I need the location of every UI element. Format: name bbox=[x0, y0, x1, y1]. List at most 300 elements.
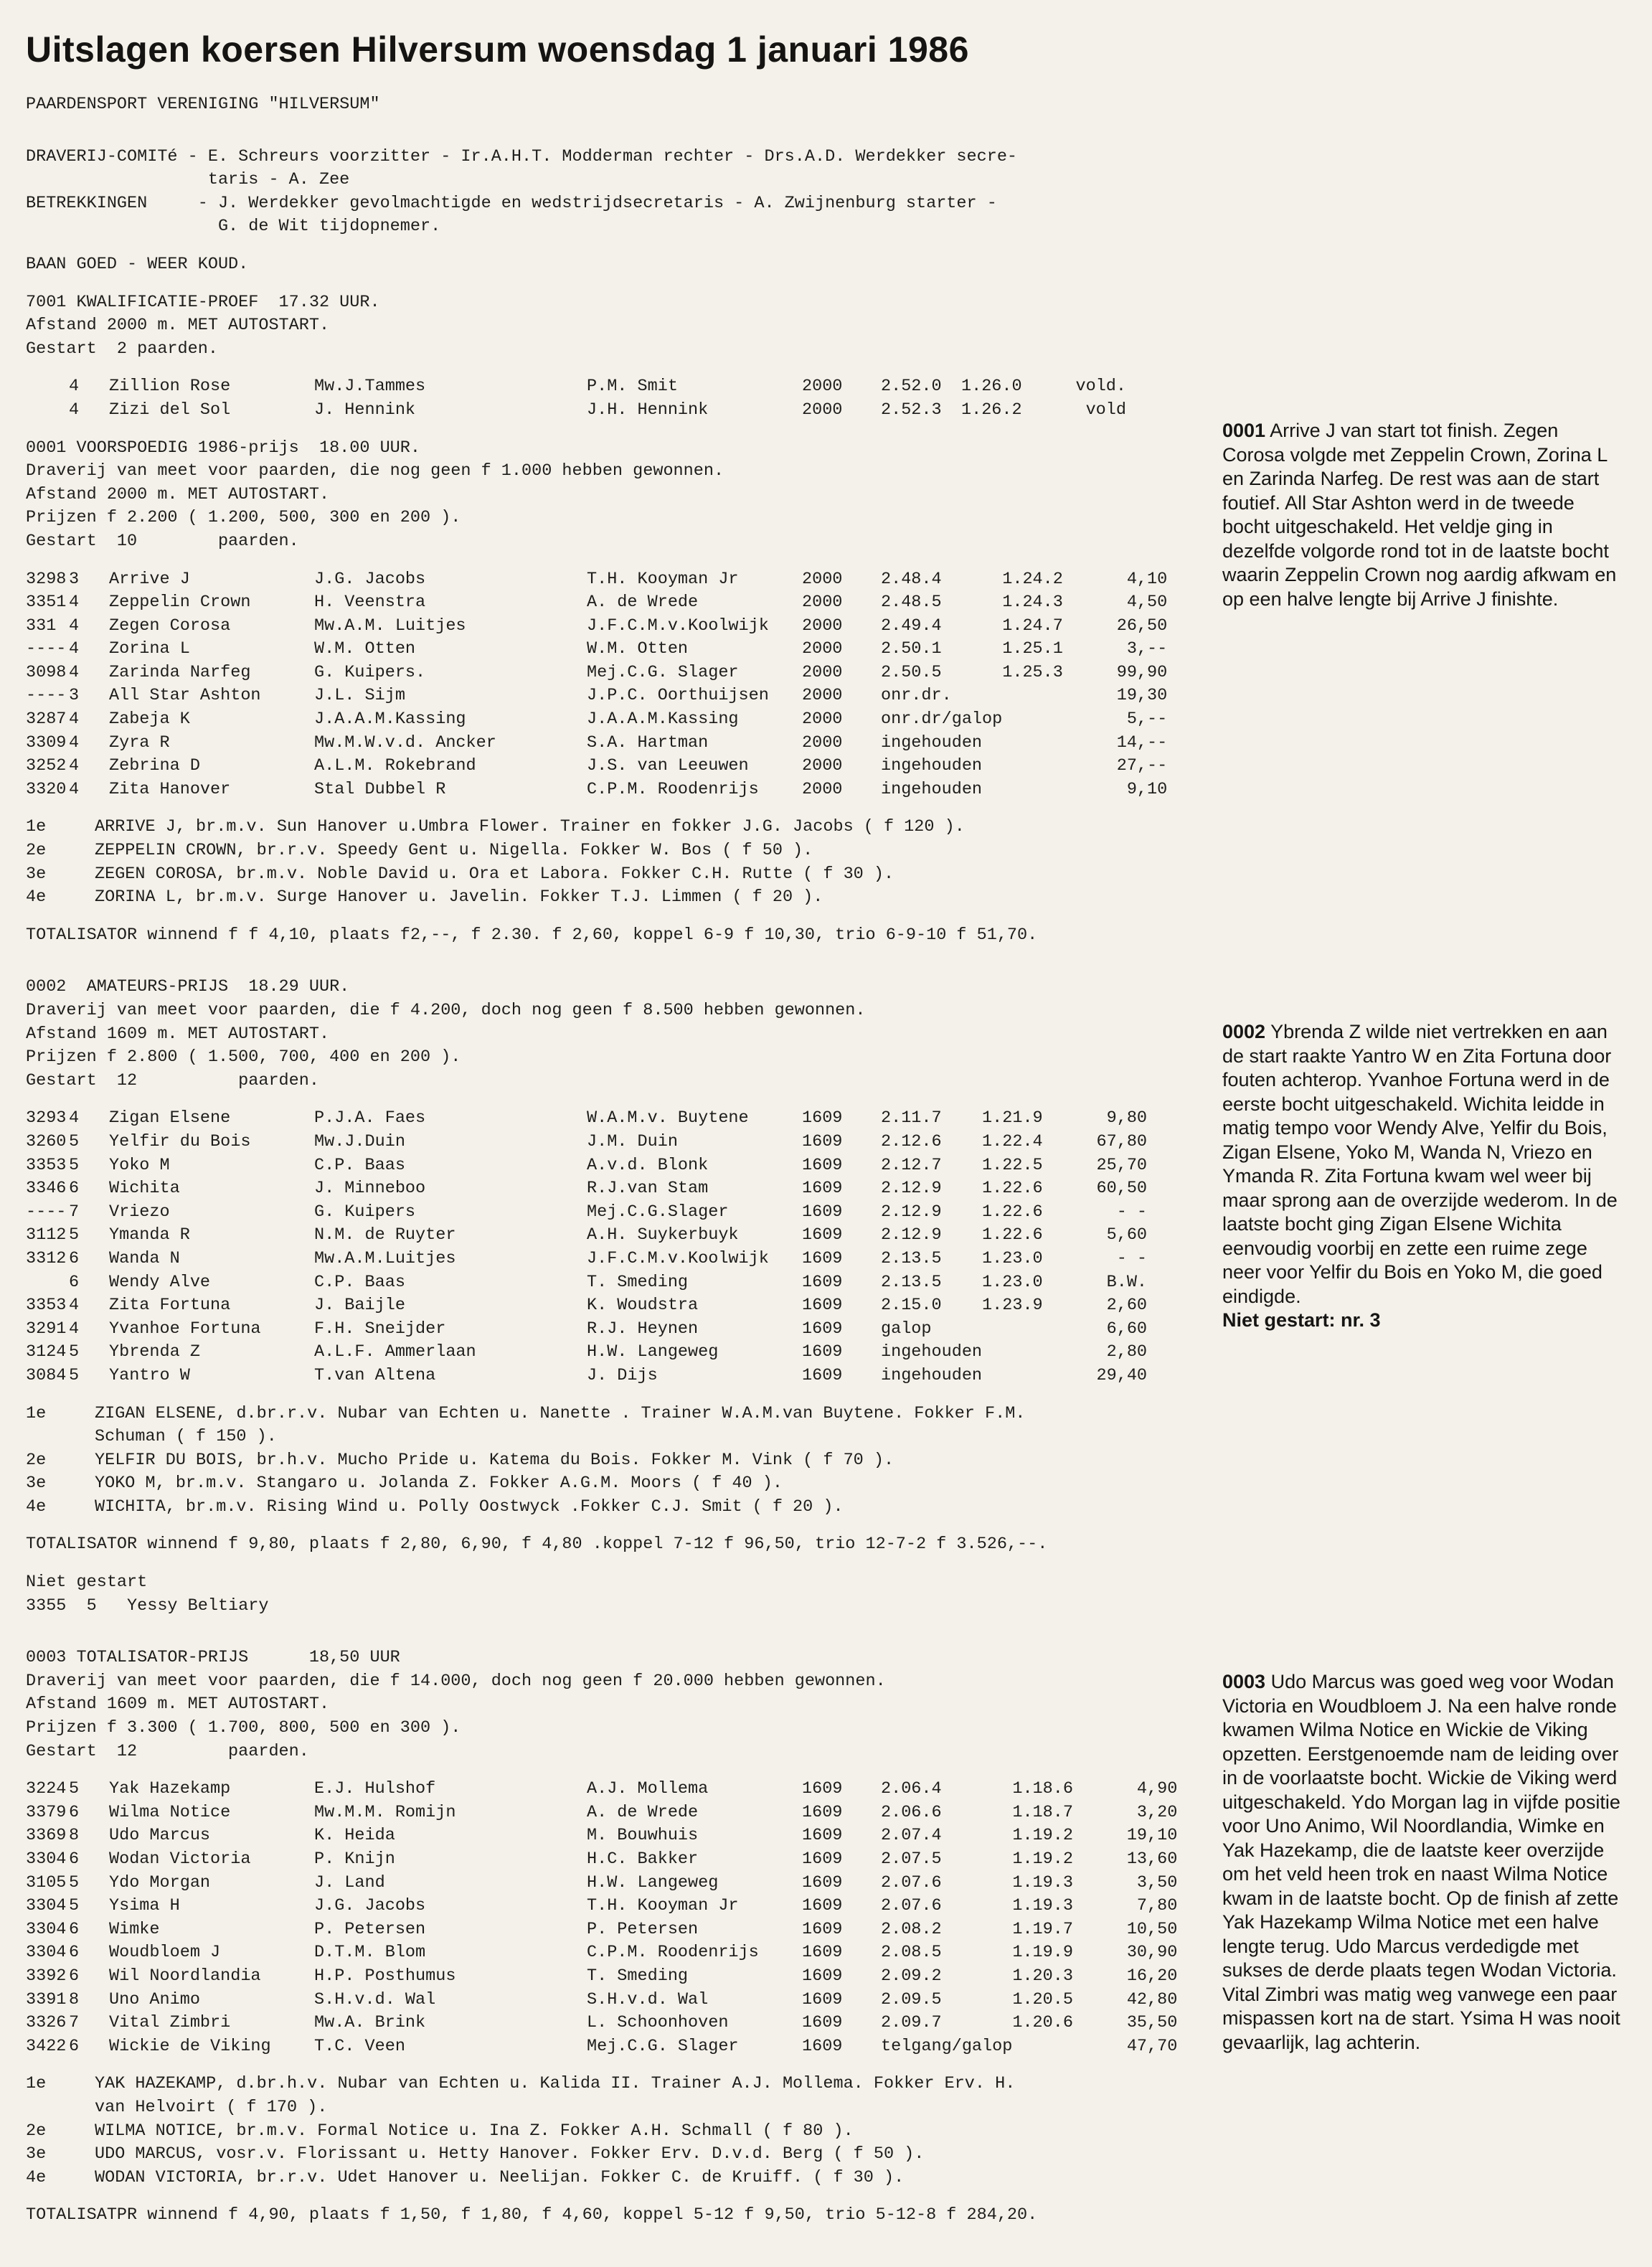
entry-number: 3291 bbox=[26, 1319, 67, 1339]
km-time bbox=[982, 1341, 1075, 1365]
race-time: ingehouden bbox=[881, 732, 983, 753]
distance: 2000 bbox=[802, 377, 843, 397]
placing-text: WODAN VICTORIA, br.r.v. Udet Hanover u. Neelijan. Fokker C. de Kruiff. ( f 30 ). bbox=[95, 2167, 905, 2187]
table-row bbox=[26, 399, 1126, 423]
table-row bbox=[26, 1824, 1177, 1848]
table-row bbox=[26, 1941, 1177, 1965]
placing-line bbox=[26, 1496, 1188, 1519]
race-heading: 0002 AMATEURS-PRIJS 18.29 UUR. bbox=[26, 977, 350, 997]
race-time: 2.06.4 bbox=[881, 1779, 942, 1799]
odds: 42,80 bbox=[1126, 1989, 1178, 2009]
odds: 27,-- bbox=[1116, 756, 1168, 776]
driver: J. Dijs bbox=[587, 1365, 658, 1385]
results-table bbox=[26, 375, 1126, 422]
table-row bbox=[26, 1294, 1147, 1318]
table-row bbox=[26, 375, 1126, 399]
km-time: 1.25.3 bbox=[1002, 662, 1063, 682]
placing-rank: 1e bbox=[26, 1403, 47, 1423]
odds: 35,50 bbox=[1126, 2013, 1178, 2033]
table-row bbox=[26, 1131, 1147, 1154]
horse-age: 4 bbox=[69, 616, 80, 636]
horse-name: Vriezo bbox=[109, 1202, 170, 1222]
driver: J.F.C.M.v.Koolwijk bbox=[587, 616, 769, 636]
race-time: 2.52.3 bbox=[881, 400, 942, 420]
km-time: 1.18.7 bbox=[1012, 1802, 1073, 1822]
owner: J. Hennink bbox=[314, 400, 416, 420]
race-heading: 0003 TOTALISATOR-PRIJS 18,50 UUR bbox=[26, 1648, 400, 1668]
table-row bbox=[26, 1872, 1177, 1895]
totalisator-line: TOTALISATOR winnend f 9,80, plaats f 2,80, 6,90, f 4,80 .koppel 7-12 f 96,50, trio 12-7-2 f 3.526,--. bbox=[26, 1535, 1048, 1555]
table-row bbox=[26, 1918, 1177, 1942]
horse-age: 6 bbox=[69, 1919, 80, 1939]
table-row bbox=[26, 1895, 1177, 1918]
horse-name: Wichita bbox=[109, 1179, 180, 1199]
horse-name: Zabeja K bbox=[109, 710, 190, 730]
comite-line: taris - A. Zee bbox=[26, 170, 350, 190]
owner: Stal Dubbel R bbox=[314, 779, 446, 799]
placing-text: YOKO M, br.m.v. Stangaro u. Jolanda Z. Fokker A.G.M. Moors ( f 40 ). bbox=[95, 1474, 783, 1494]
odds: vold bbox=[1085, 400, 1126, 420]
race-time: 2.08.5 bbox=[881, 1943, 942, 1963]
table-row bbox=[26, 1989, 1177, 2012]
odds: vold. bbox=[1075, 377, 1126, 397]
km-time bbox=[1002, 732, 1095, 755]
distance: 2000 bbox=[802, 756, 843, 776]
horse-age: 5 bbox=[69, 1365, 80, 1385]
km-time: 1.20.5 bbox=[1012, 1989, 1073, 2009]
race-time: 2.48.5 bbox=[881, 593, 942, 613]
km-time: 1.25.1 bbox=[1002, 639, 1063, 659]
race-time: 2.13.5 bbox=[881, 1272, 942, 1292]
km-time bbox=[1002, 778, 1095, 802]
km-time: 1.22.4 bbox=[982, 1131, 1043, 1151]
horse-name: Wilma Notice bbox=[109, 1802, 231, 1822]
horse-age: 5 bbox=[69, 1896, 80, 1916]
odds: 19,30 bbox=[1116, 686, 1168, 706]
race-time: telgang/galop bbox=[881, 2036, 1013, 2056]
owner: J.G. Jacobs bbox=[314, 569, 426, 589]
entry-number: 3287 bbox=[26, 710, 67, 730]
odds: 4,50 bbox=[1126, 593, 1168, 613]
horse-age: 4 bbox=[69, 639, 80, 659]
placings bbox=[26, 1403, 1188, 1519]
entry-number: 3422 bbox=[26, 2036, 67, 2056]
entry-number: 3260 bbox=[26, 1131, 67, 1151]
owner: J.A.A.M.Kassing bbox=[314, 710, 466, 730]
km-time bbox=[1002, 755, 1095, 778]
entry-number: 3224 bbox=[26, 1779, 67, 1799]
driver: P. Petersen bbox=[587, 1919, 699, 1939]
table-row bbox=[26, 1201, 1147, 1225]
horse-age: 8 bbox=[69, 1989, 80, 2009]
distance: 1609 bbox=[802, 1179, 843, 1199]
driver: S.A. Hartman bbox=[587, 732, 709, 753]
totalisator-line: TOTALISATPR winnend f 4,90, plaats f 1,50, f 1,80, f 4,60, koppel 5-12 f 9,50, trio 5-12-8 f 284,20. bbox=[26, 2205, 1038, 2225]
table-row bbox=[26, 1365, 1147, 1388]
km-time: 1.24.2 bbox=[1002, 569, 1063, 589]
distance: 1609 bbox=[802, 1248, 843, 1268]
race-time: 2.12.7 bbox=[881, 1155, 942, 1175]
km-time bbox=[982, 1318, 1075, 1342]
distance: 2000 bbox=[802, 593, 843, 613]
horse-name: Wendy Alve bbox=[109, 1272, 211, 1292]
horse-name: Yelfir du Bois bbox=[109, 1131, 251, 1151]
distance: 1609 bbox=[802, 1272, 843, 1292]
horse-age: 6 bbox=[69, 1248, 80, 1268]
placing-text: YELFIR DU BOIS, br.h.v. Mucho Pride u. Katema du Bois. Fokker M. Vink ( f 70 ). bbox=[95, 1450, 895, 1470]
race-heading: 7001 KWALIFICATIE-PROEF 17.32 UUR. bbox=[26, 292, 380, 312]
horse-name: Wodan Victoria bbox=[109, 1849, 251, 1869]
driver: M. Bouwhuis bbox=[587, 1826, 699, 1846]
entry-number: 3309 bbox=[26, 732, 67, 753]
race-time: 2.12.6 bbox=[881, 1131, 942, 1151]
owner: P. Knijn bbox=[314, 1849, 395, 1869]
distance: 1609 bbox=[802, 1919, 843, 1939]
race-time: 2.12.9 bbox=[881, 1179, 942, 1199]
odds: 5,-- bbox=[1126, 710, 1168, 730]
entry-number: ---- bbox=[26, 686, 67, 706]
race-time: 2.50.1 bbox=[881, 639, 942, 659]
race-time: 2.06.6 bbox=[881, 1802, 942, 1822]
driver: J.P.C. Oorthuijsen bbox=[587, 686, 769, 706]
driver: A.H. Suykerbuyk bbox=[587, 1225, 739, 1245]
odds: 30,90 bbox=[1126, 1943, 1178, 1963]
placing-line bbox=[26, 2120, 1188, 2144]
driver: J.H. Hennink bbox=[587, 400, 709, 420]
race-time: ingehouden bbox=[881, 1342, 983, 1362]
horse-name: All Star Ashton bbox=[109, 686, 261, 706]
horse-name: Zorina L bbox=[109, 639, 190, 659]
km-time: 1.22.6 bbox=[982, 1202, 1043, 1222]
race-started: Gestart 2 paarden. bbox=[26, 339, 218, 359]
horse-name: Zita Hanover bbox=[109, 779, 231, 799]
table-row bbox=[26, 755, 1167, 778]
placings bbox=[26, 816, 1188, 909]
horse-name: Ybrenda Z bbox=[109, 1342, 200, 1362]
horse-name: Zegen Corosa bbox=[109, 616, 231, 636]
placing-line bbox=[26, 1472, 1188, 1496]
entry-number: 3353 bbox=[26, 1296, 67, 1316]
horse-name: Vital Zimbri bbox=[109, 2013, 231, 2033]
entry-number: 3369 bbox=[26, 1826, 67, 1846]
horse-name: Udo Marcus bbox=[109, 1826, 211, 1846]
odds: 29,40 bbox=[1096, 1365, 1148, 1385]
race-distance: Afstand 2000 m. MET AUTOSTART. bbox=[26, 316, 330, 336]
placing-text: van Helvoirt ( f 170 ). bbox=[95, 2097, 328, 2117]
owner: K. Heida bbox=[314, 1826, 395, 1846]
report-text: Ybrenda Z wilde niet vertrekken en aan de start raakte Yantro W en Zita Fortuna door fouten achterop. Yvanhoe Fortuna werd in de eerste bocht uitgeschakeld. Wichita leidde in matig tempo voor Wendy Alve, Yelfir du Bois, Zigan Elsene, Yoko M, Wanda N, Vriezo en Ymanda R. Zita Fortuna kwam wel weer bij maar sprong aan de overzijde wederom. In de laatste bocht ging Zigan Elsene Wichita eenvoudig voorbij en zette een ruime zege neer voor Yelfir du Bois en Yoko M, die goed eindigde. bbox=[1222, 1021, 1618, 1307]
table-row bbox=[26, 1801, 1177, 1825]
driver: A.J. Mollema bbox=[587, 1779, 709, 1799]
distance: 1609 bbox=[802, 1966, 843, 1986]
driver: H.C. Bakker bbox=[587, 1849, 699, 1869]
placing-text: WILMA NOTICE, br.m.v. Formal Notice u. Ina Z. Fokker A.H. Schmall ( f 80 ). bbox=[95, 2121, 854, 2141]
odds: 10,50 bbox=[1126, 1919, 1178, 1939]
race-time: 2.11.7 bbox=[881, 1108, 942, 1128]
owner: A.L.M. Rokebrand bbox=[314, 756, 476, 776]
owner: G. Kuipers. bbox=[314, 662, 426, 682]
placing-line bbox=[26, 886, 1188, 910]
distance: 2000 bbox=[802, 616, 843, 636]
race-distance: Afstand 1609 m. MET AUTOSTART. bbox=[26, 1024, 330, 1044]
placing-line bbox=[26, 2167, 1188, 2190]
horse-age: 8 bbox=[69, 1826, 80, 1846]
horse-age: 5 bbox=[69, 1225, 80, 1245]
entry-number: 3346 bbox=[26, 1179, 67, 1199]
placing-line bbox=[26, 2143, 1188, 2167]
table-row bbox=[26, 1271, 1147, 1295]
placing-text: ZEGEN COROSA, br.m.v. Noble David u. Ora et Labora. Fokker C.H. Rutte ( f 30 ). bbox=[95, 864, 895, 884]
race-time: 2.07.5 bbox=[881, 1849, 942, 1869]
odds: 99,90 bbox=[1116, 662, 1168, 682]
table-row bbox=[26, 1224, 1147, 1248]
placing-text: ZEPPELIN CROWN, br.r.v. Speedy Gent u. Nigella. Fokker W. Bos ( f 50 ). bbox=[95, 841, 813, 861]
placing-text: YAK HAZEKAMP, d.br.h.v. Nubar van Echten u. Kalida II. Trainer A.J. Mollema. Fokker Erv. H. bbox=[95, 2074, 1016, 2094]
odds: 4,10 bbox=[1126, 569, 1168, 589]
comite-line: DRAVERIJ-COMITé - E. Schreurs voorzitter - Ir.A.H.T. Modderman rechter - Drs.A.D. Werdekker secre- bbox=[26, 146, 1018, 166]
results-column bbox=[26, 93, 1188, 2228]
km-time: 1.20.3 bbox=[1012, 1966, 1073, 1986]
placing-rank: 3e bbox=[26, 1474, 47, 1494]
km-time bbox=[982, 1365, 1075, 1388]
odds: 67,80 bbox=[1096, 1131, 1148, 1151]
race-time: 2.09.7 bbox=[881, 2013, 942, 2033]
race-report-0003 bbox=[1222, 1670, 1624, 2055]
odds: 25,70 bbox=[1096, 1155, 1148, 1175]
odds: 26,50 bbox=[1116, 616, 1168, 636]
driver: H.W. Langeweg bbox=[587, 1872, 719, 1893]
table-row bbox=[26, 2012, 1177, 2035]
horse-age: 6 bbox=[69, 1179, 80, 1199]
odds: B.W. bbox=[1106, 1272, 1148, 1292]
placing-text: ZIGAN ELSENE, d.br.r.v. Nubar van Echten u. Nanette . Trainer W.A.M.van Buytene. Fokker F.M. bbox=[95, 1403, 1026, 1423]
table-row bbox=[26, 1177, 1147, 1201]
race-time: galop bbox=[881, 1319, 932, 1339]
horse-age: 5 bbox=[69, 1779, 80, 1799]
report-number: 0001 bbox=[1222, 420, 1266, 441]
placing-line bbox=[26, 1403, 1188, 1426]
horse-age: 4 bbox=[69, 400, 80, 420]
table-row bbox=[26, 684, 1167, 708]
owner: J. Minneboo bbox=[314, 1179, 426, 1199]
driver: T.H. Kooyman Jr bbox=[587, 569, 739, 589]
placing-text: WICHITA, br.m.v. Rising Wind u. Polly Oostwyck .Fokker C.J. Smit ( f 20 ). bbox=[95, 1497, 844, 1517]
odds: 7,80 bbox=[1136, 1896, 1178, 1916]
entry-number: 3304 bbox=[26, 1849, 67, 1869]
not-started-label: Niet gestart bbox=[26, 1573, 148, 1593]
entry-number: 3084 bbox=[26, 1365, 67, 1385]
horse-age: 4 bbox=[69, 756, 80, 776]
race-report-0002 bbox=[1222, 1020, 1624, 1333]
owner: E.J. Hulshof bbox=[314, 1779, 436, 1799]
distance: 1609 bbox=[802, 1779, 843, 1799]
distance: 1609 bbox=[802, 1872, 843, 1893]
race-time: 2.12.9 bbox=[881, 1202, 942, 1222]
horse-age: 4 bbox=[69, 732, 80, 753]
driver: A.v.d. Blonk bbox=[587, 1155, 709, 1175]
owner: J. Baijle bbox=[314, 1296, 405, 1316]
entry-number: 3098 bbox=[26, 662, 67, 682]
km-time: 1.22.6 bbox=[982, 1225, 1043, 1245]
driver: S.H.v.d. Wal bbox=[587, 1989, 709, 2009]
placing-rank: 1e bbox=[26, 2074, 47, 2094]
placing-line bbox=[26, 863, 1188, 887]
driver: R.J. Heynen bbox=[587, 1319, 699, 1339]
odds: 2,60 bbox=[1106, 1296, 1148, 1316]
horse-age: 4 bbox=[69, 377, 80, 397]
table-row bbox=[26, 778, 1167, 802]
driver: P.M. Smit bbox=[587, 377, 678, 397]
distance: 2000 bbox=[802, 400, 843, 420]
horse-name: Zyra R bbox=[109, 732, 170, 753]
race-distance: Afstand 1609 m. MET AUTOSTART. bbox=[26, 1695, 330, 1715]
entry-number: 3112 bbox=[26, 1225, 67, 1245]
driver: K. Woudstra bbox=[587, 1296, 699, 1316]
placing-text: UDO MARCUS, vosr.v. Florissant u. Hetty Hanover. Fokker Erv. D.v.d. Berg ( f 50 ). bbox=[95, 2144, 925, 2164]
odds: 60,50 bbox=[1096, 1179, 1148, 1199]
race-time: 2.13.5 bbox=[881, 1248, 942, 1268]
horse-name: Zeppelin Crown bbox=[109, 593, 251, 613]
horse-name: Yak Hazekamp bbox=[109, 1779, 231, 1799]
distance: 1609 bbox=[802, 1131, 843, 1151]
driver: R.J.van Stam bbox=[587, 1179, 709, 1199]
owner: Mw.A.M.Luitjes bbox=[314, 1248, 456, 1268]
entry-number: 331 bbox=[26, 616, 57, 636]
distance: 2000 bbox=[802, 732, 843, 753]
horse-name: Uno Animo bbox=[109, 1989, 200, 2009]
race-started: Gestart 10 paarden. bbox=[26, 531, 299, 551]
owner: H. Veenstra bbox=[314, 593, 426, 613]
odds: 9,80 bbox=[1106, 1108, 1148, 1128]
placing-rank: 1e bbox=[26, 817, 47, 837]
km-time: 1.24.7 bbox=[1002, 616, 1063, 636]
distance: 2000 bbox=[802, 710, 843, 730]
km-time: 1.19.7 bbox=[1012, 1919, 1073, 1939]
distance: 1609 bbox=[802, 1802, 843, 1822]
distance: 1609 bbox=[802, 1896, 843, 1916]
owner: D.T.M. Blom bbox=[314, 1943, 426, 1963]
entry-number: 3124 bbox=[26, 1342, 67, 1362]
horse-name: Arrive J bbox=[109, 569, 190, 589]
entry-number bbox=[26, 1271, 69, 1295]
horse-name: Zebrina D bbox=[109, 756, 200, 776]
placing-line bbox=[26, 1425, 1188, 1449]
distance: 1609 bbox=[802, 1342, 843, 1362]
placing-rank: 2e bbox=[26, 1450, 47, 1470]
km-time: 1.24.3 bbox=[1002, 593, 1063, 613]
race-time: 2.12.9 bbox=[881, 1225, 942, 1245]
horse-age: 4 bbox=[69, 1319, 80, 1339]
owner: J.L. Sijm bbox=[314, 686, 405, 706]
km-time: 1.19.3 bbox=[1012, 1872, 1073, 1893]
owner: Mw.J.Tammes bbox=[314, 377, 426, 397]
race-0002 bbox=[26, 976, 1188, 1618]
horse-age: 6 bbox=[69, 2036, 80, 2056]
horse-age: 7 bbox=[69, 2013, 80, 2033]
horse-age: 6 bbox=[69, 1849, 80, 1869]
entry-number: 3326 bbox=[26, 2013, 67, 2033]
distance: 1609 bbox=[802, 1826, 843, 1846]
owner: T.van Altena bbox=[314, 1365, 436, 1385]
race-report-0001 bbox=[1222, 419, 1624, 611]
odds: - - bbox=[1116, 1248, 1148, 1268]
km-time: 1.23.9 bbox=[982, 1296, 1043, 1316]
horse-name: Wil Noordlandia bbox=[109, 1966, 261, 1986]
horse-name: Yantro W bbox=[109, 1365, 190, 1385]
placing-rank: 2e bbox=[26, 2121, 47, 2141]
odds: 2,80 bbox=[1106, 1342, 1148, 1362]
km-time: 1.21.9 bbox=[982, 1108, 1043, 1128]
race-0001 bbox=[26, 437, 1188, 948]
race-time: 2.08.2 bbox=[881, 1919, 942, 1939]
driver: C.P.M. Roodenrijs bbox=[587, 1943, 759, 1963]
km-time: 1.23.0 bbox=[982, 1248, 1043, 1268]
race-time: 2.07.4 bbox=[881, 1826, 942, 1846]
entry-number: ---- bbox=[26, 639, 67, 659]
horse-name: Zigan Elsene bbox=[109, 1108, 231, 1128]
km-time: 1.26.2 bbox=[961, 400, 1022, 420]
horse-name: Wickie de Viking bbox=[109, 2036, 271, 2056]
odds: 3,20 bbox=[1136, 1802, 1178, 1822]
table-row bbox=[26, 732, 1167, 755]
table-row bbox=[26, 591, 1167, 615]
horse-name: Yvanhoe Fortuna bbox=[109, 1319, 261, 1339]
race-time: 2.15.0 bbox=[881, 1296, 942, 1316]
owner: C.P. Baas bbox=[314, 1272, 405, 1292]
km-time bbox=[1002, 684, 1095, 708]
placing-rank: 4e bbox=[26, 887, 47, 908]
horse-age: 5 bbox=[69, 1342, 80, 1362]
placing-rank: 4e bbox=[26, 1497, 47, 1517]
owner: A.L.F. Ammerlaan bbox=[314, 1342, 476, 1362]
entry-number: 3298 bbox=[26, 569, 67, 589]
placing-text: ARRIVE J, br.m.v. Sun Hanover u.Umbra Flower. Trainer en fokker J.G. Jacobs ( f 120 ). bbox=[95, 817, 965, 837]
race-time: ingehouden bbox=[881, 779, 983, 799]
entry-number: ---- bbox=[26, 1202, 67, 1222]
race-time: 2.48.4 bbox=[881, 569, 942, 589]
horse-name: Yoko M bbox=[109, 1155, 170, 1175]
owner: J.G. Jacobs bbox=[314, 1896, 426, 1916]
horse-name: Ysima H bbox=[109, 1896, 180, 1916]
placing-rank: 3e bbox=[26, 2144, 47, 2164]
distance: 1609 bbox=[802, 1365, 843, 1385]
distance: 1609 bbox=[802, 1202, 843, 1222]
horse-name: Zizi del Sol bbox=[109, 400, 231, 420]
km-time: 1.19.2 bbox=[1012, 1849, 1073, 1869]
report-text: Arrive J van start tot finish. Zegen Corosa volgde met Zeppelin Crown, Zorina L en Zarinda Narfeg. De rest was aan de start foutief. All Star Ashton werd in de tweede bocht uitgeschakeld. Het veldje ging in dezelfde volgorde rond tot in de laatste bocht waarin Zeppelin Crown nog aardig afkwam en op een halve lengte bij Arrive J finishte. bbox=[1222, 420, 1617, 610]
horse-name: Zillion Rose bbox=[109, 377, 231, 397]
driver: L. Schoonhoven bbox=[587, 2013, 729, 2033]
distance: 1609 bbox=[802, 2036, 843, 2056]
km-time: 1.19.9 bbox=[1012, 1943, 1073, 1963]
owner: G. Kuipers bbox=[314, 1202, 416, 1222]
driver: J.F.C.M.v.Koolwijk bbox=[587, 1248, 769, 1268]
owner: H.P. Posthumus bbox=[314, 1966, 456, 1986]
race-prizes: Prijzen f 3.300 ( 1.700, 800, 500 en 300 ). bbox=[26, 1718, 461, 1738]
entry-number: 3379 bbox=[26, 1802, 67, 1822]
odds: 14,-- bbox=[1116, 732, 1168, 753]
odds: - - bbox=[1116, 1202, 1148, 1222]
table-row bbox=[26, 568, 1167, 592]
odds: 9,10 bbox=[1126, 779, 1168, 799]
owner: T.C. Veen bbox=[314, 2036, 405, 2056]
race-heading: 0001 VOORSPOEDIG 1986-prijs 18.00 UUR. bbox=[26, 438, 420, 458]
betrekkingen-line: G. de Wit tijdopnemer. bbox=[26, 217, 441, 237]
race-time: ingehouden bbox=[881, 1365, 983, 1385]
km-time: 1.22.6 bbox=[982, 1179, 1043, 1199]
race-0003 bbox=[26, 1646, 1188, 2228]
owner: C.P. Baas bbox=[314, 1155, 405, 1175]
